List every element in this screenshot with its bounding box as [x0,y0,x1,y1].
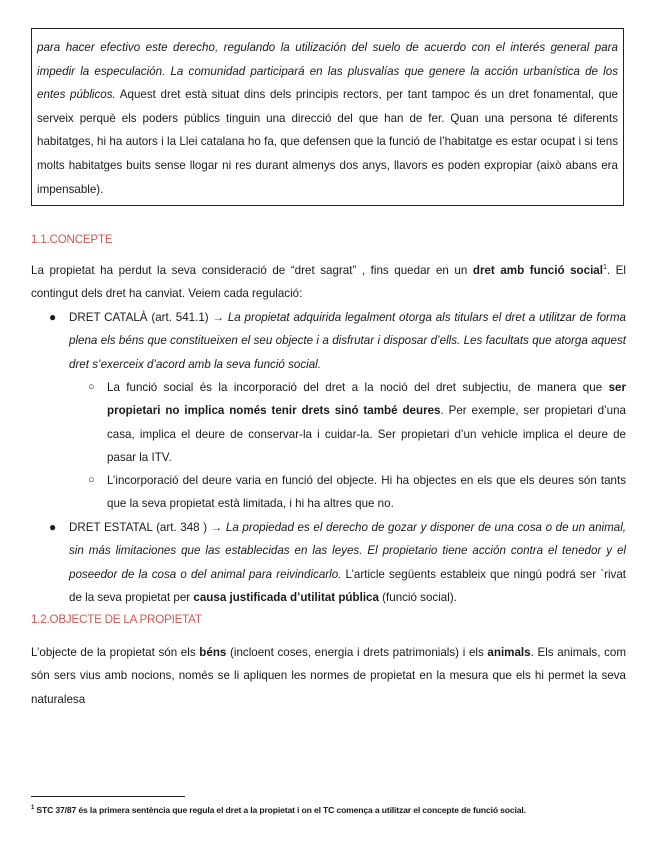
bullet-dot-icon: ● [49,520,57,534]
circle-bullet-icon: ○ [88,381,95,393]
footnote-text: STC 37/87 és la primera sentència que regula el dret a la propietat i on el TC comença a utilitzar el concepte de funció social. [34,805,526,815]
intro-text-end: . El contingut dels dret ha canviat. Veiem cada regulació: [31,264,626,301]
para-text-end: . Els animals, com són sers vius amb nocions, només se li apliquen les normes de propietat en la mesura que els hi permet la seva naturalesa [31,646,626,706]
sub-bullet-funcio-social [88,376,627,469]
intro-text: La propietat ha perdut la seva consideració de “dret sagrat” , fins quedar en un [31,264,473,277]
intro-bold: dret amb funció social [472,264,603,277]
concepte-intro-paragraph [31,259,626,306]
section-heading-objecte: 1.2.OBJECTE DE LA PROPIETAT [31,613,202,626]
objecte-paragraph [31,641,626,711]
footnote-separator [31,796,185,797]
constitution-quote: para hacer efectivo este derecho, regulando la utilización del suelo de acuerdo con el interés general para impedir la especulación. La comunidad participará en las plusvalías que genere la acción urbanística de los entes públicos. [37,41,618,102]
para-bold-bens: béns [199,646,227,659]
sub-text-end: . Per exemple, ser propietari d’una casa, implica el deure de conservar-la i cuidar-la. Ser propietari d’un vehicle implica el deure de pasar la ITV. [107,404,627,464]
quoted-text-box [31,28,624,206]
sub-bold: ser propietari no implica només tenir drets sinó també deures [107,381,626,418]
bullet-text: L’article següents estableix que ningú podrá ser `rivat de la seva propietat per [69,567,626,604]
bullet-quote: La propietat adquirida legalment otorga als titulars el dret a utilitzar de forma plena els béns que constitueixen el seu objecte i a disfrutar i disposar d’ells. Les facultats que atorga aquest dret s’exerceix d’acord amb la seva funció social. [69,311,626,371]
footnote-ref[interactable]: 1 [602,264,607,272]
section-heading-concepte: 1.1.CONCEPTE [31,233,113,246]
para-bold-animals: animals [487,646,531,659]
para-text: (incloent coses, energia i drets patrimonials) i els [226,646,488,659]
sub-bullet-incorporacio [88,469,626,516]
footnote-number: 1 [31,805,35,812]
bullet-dret-estatal [49,516,626,609]
bullet-dret-catala [49,306,626,376]
para-text: L’objecte de la propietat són els [31,646,200,659]
box-paragraph [37,36,618,201]
bullet-quote: La propiedad es el derecho de gozar y disponer de una cosa o de un animal, sin más limitaciones que las establecidas en las leyes. El propietario tiene acción contra el tenedor y el poseedor de la cosa o del animal para reivindicarlo. [69,521,626,581]
circle-bullet-icon: ○ [88,474,95,486]
sub-text: L’incorporació del deure varia en funció del objecte. Hi ha objectes en els que els deures són tants que la seva propietat està limitada, i hi ha altres que no. [107,474,626,511]
bullet-label: DRET ESTATAL (art. 348 ) → [69,521,226,534]
bullet-label: DRET CATALÀ (art. 541.1) → [69,311,228,324]
box-commentary: Aquest dret està situat dins dels principis rectors, per tant tampoc és un dret fonamental, que serveix perquè els poders públics tinguin una direcció del que han de fer. Quan una persona té diferents habitatges, hi ha autors i la Llei catalana ho fa, que defensen que la funció de l’habitatge es estar ocupat i si tens molts habitatges buits sense llogar ni res durant almenys dos anys, llavors es poden expropiar (això abans era impensable). [37,88,618,196]
sub-text: La funció social és la incorporació del dret a la noció del dret subjectiu, de manera que [107,381,609,394]
bullet-dot-icon: ● [49,310,57,324]
bullet-text-end: (funció social). [378,590,457,604]
footnote [31,805,626,815]
bullet-bold: causa justificada d’utilitat pública [193,590,379,604]
